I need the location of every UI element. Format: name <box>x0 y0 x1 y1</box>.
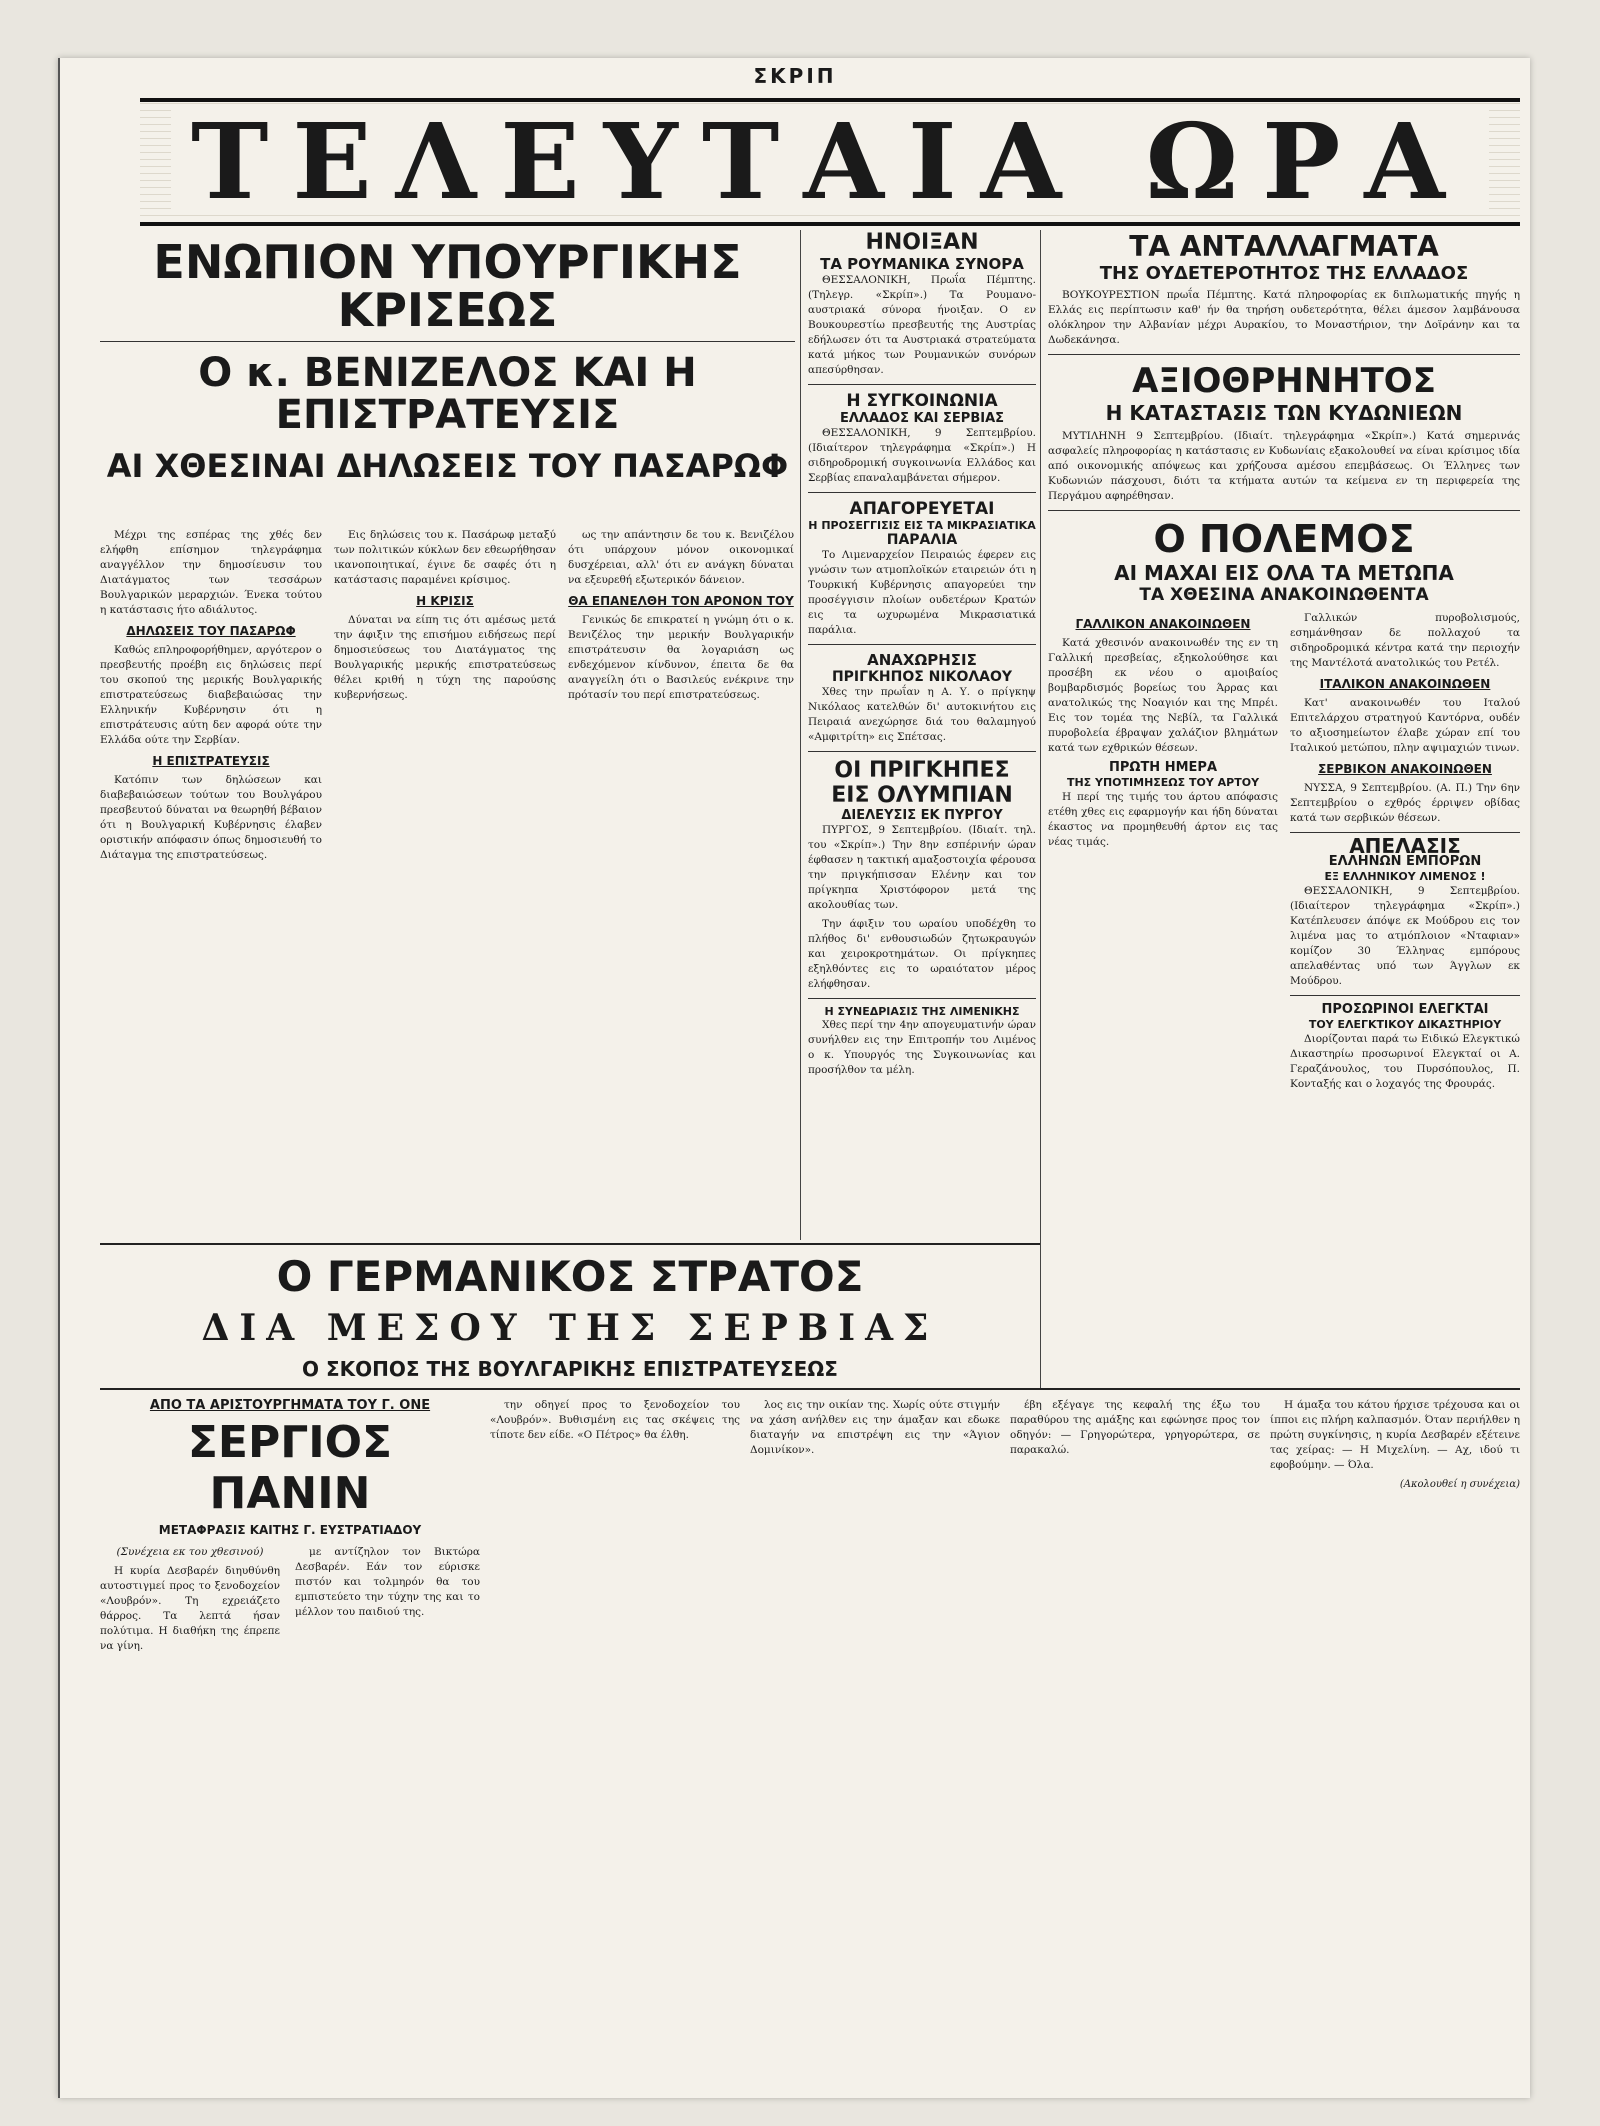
paragraph: ΜΥΤΙΛΗΝΗ 9 Σεπτεμβρίου. (Ιδιαίτ. τηλεγράφημα «Σκρίπ».) Κατά σημερινάς ασφαλείς πληροφορίας η κατάστασις εν Κυδωνίαις εξακολουθεί να είναι κρίσιμος ιδία από οικονομικής απόψεως και χρήζουσα αμέσου επεμβάσεως. Οι Έλληνες των Κυδωνιών πάσχουσι, διότι τα κτήματα αυτών τα κείμενα εν τη περιφερεία της Περγάμου αφηρέθησαν. <box>1048 430 1520 502</box>
paragraph: με αντίζηλον τον Βικτώρα Δεσβαρέν. Εάν τον εύρισκε πιστόν και τολμηρόν θα του εμπιστεύετο την τύχην της και το μέλλον του παιδιού της. <box>295 1546 480 1618</box>
paragraph: Γενικώς δε επικρατεί η γνώμη ότι ο κ. Βενιζέλος την μερικήν Βουλγαρικήν επιστράτευσιν θα λογαριάση ως ενδεχόμενον κίνδυνον, έπειτα δε θα αναγγείλη ότι ο Βασιλεύς ενέκρινε την πρότασίν του περί επιστρατεύσεως. <box>568 614 794 701</box>
compensations-headline: ΤΑ ΑΝΤΑΛΛΑΓΜΑΤΑ <box>1129 230 1439 263</box>
war-headline: Ο ΠΟΛΕΜΟΣ <box>1153 517 1415 561</box>
serial-column-1 <box>100 1398 480 2088</box>
serial-column-5 <box>1270 1398 1520 2088</box>
paragraph: Χθες περί την 4ην απογευματινήν ώραν συνήλθεν εις την Επιτροπήν του Λιμένος ο κ. Υπουργός της Συγκοινωνίας και προσήλθον τα μέλη. <box>808 1019 1036 1076</box>
paragraph: Κατά χθεσινόν ανακοινωθέν της εν τη Γαλλική πρεσβείας, εξηκολούθησε και προσέβη εκ νέου ο αμοιβαίος βομβαρδισμός βορείως του Άρρας και ανατολικώς της Νοαγιόν και της Μπρέι. Εις τον τομέα της Νεβίλ, τα Γαλλικά πυροβολεία έβραψαν χαλάζιον βλημάτων κατά των εχθρικών θέσεων. <box>1048 637 1278 754</box>
paragraph: ΝΥΣΣΑ, 9 Σεπτεμβρίου. (Α. Π.) Την 6ην Σεπτεμβρίου ο εχθρός έρριψεν οβίδας κατά των σερβικών θέσεων. <box>1290 782 1520 824</box>
auditors-headline: ΠΡΟΣΩΡΙΝΟΙ ΕΛΕΓΚΤΑΙ <box>1321 1002 1489 1017</box>
paragraph: Κατόπιν των δηλώσεων και διαβεβαιώσεων τούτων του Βουλγάρου πρεσβευτού δύναται να θεωρηθή βέβαιον ότι η Βουλγαρική Κυβέρνησις έλαβεν οριστικήν απόφασιν όπως δημοσιευθή το Διάταγμα της επιστρατεύσεως. <box>100 774 322 861</box>
lead-header <box>100 230 795 530</box>
paragraph: ΒΟΥΚΟΥΡΕΣΤΙΟΝ πρωΐα Πέμπτης. Κατά πληροφορίας εκ διπλωματικής πηγής η Ελλάς εις περίπτωσιν καθ' ήν θα τηρήση ουδετερότητα, θέλει άμεσον λαμβάνουσα ολόκληρον την Αλβανίαν μέχρι Αυρακίου, το Μοναστήριον, την Δοϊράνην και τα Δωδεκάνησα. <box>1048 289 1520 346</box>
middle-column <box>808 230 1036 1380</box>
serial-column-3 <box>750 1398 1000 2088</box>
expulsion-headline: ΑΠΕΛΑΣΙΣ <box>1349 834 1461 858</box>
serial-continued: (Συνέχεια εκ του χθεσινού) <box>116 1546 264 1558</box>
paragraph: ως την απάντησιν δε του κ. Βενιζέλου ότι υπάρχουν μόνον οικονομικαί δυσχέρειαι, αλλ' ότι εν ανάγκη δύναται να εξευρεθή εξωτερικόν δάνειον. <box>568 529 794 586</box>
first-day-headline: ΠΡΩΤΗ ΗΜΕΡΑ <box>1108 760 1218 775</box>
paragraph: Δύναται να είπη τις ότι αμέσως μετά την άφιξιν της επισήμου ειδήσεως περί δημοσιεύσεως του Διατάγματος της Βουλγαρικής μερικής επιστρατεύσεως θέλει κριθή η τύχη της παρούσης κυβερνήσεως. <box>334 614 556 701</box>
serial-kicker: ΑΠΟ ΤΑ ΑΡΙΣΤΟΥΡΓΗΜΑΤΑ ΤΟΥ Γ. ΟΝΕ <box>149 1398 431 1413</box>
banner-title: ΤΕΛΕΥΤΑΙΑ ΩΡΑ <box>171 110 1489 214</box>
paragraph: ΘΕΣΣΑΛΟΝΙΚΗ, Πρωΐα Πέμπτης. (Τηλεγρ. «Σκρίπ».) Τα Ρουμανο-αυστριακά σύνορα ήνοιξαν. Ο εν Βουκουρεστίω πρεσβευτής της Αυστρίας εδήλωσεν ότι τα Αυστριακά στρατεύματα κατά μήκος των Ρουμανικών συνόρων απεσύρθησαν. <box>808 274 1036 376</box>
section-heading: ΘΑ ΕΠΑΝΕΛΘΗ ΤΟΝ ΑΡΟΝΟΝ ΤΟΥ <box>568 594 794 608</box>
paragraph: Κατ' ανακοινωθέν του Ιταλού Επιτελάρχου στρατηγού Καντόρνα, ουδέν το αξιοσημείωτον έλαβε χώραν επί του Ιταλικού μετώπου, πλην αψιμαχιών τινων. <box>1290 697 1520 754</box>
section-heading: ΔΗΛΩΣΕΙΣ ΤΟΥ ΠΑΣΑΡΩΦ <box>126 624 296 638</box>
paragraph: την οδηγεί προς το ξενοδοχείον του «Λουβρόν». Βυθισμένη εις τας σκέψεις της τίποτε δεν είδε. «Ο Πέτρος» θα έλθη. <box>490 1399 740 1441</box>
section-heading: Η ΕΠΙΣΤΡΑΤΕΥΣΙΣ <box>152 754 270 768</box>
auditors-subhead: ΤΟΥ ΕΛΕΓΚΤΙΚΟΥ ΔΙΚΑΣΤΗΡΙΟΥ <box>1308 1018 1502 1031</box>
serial-to-be-continued: (Ακολουθεί η συνέχεια) <box>1399 1479 1520 1490</box>
war-subhead-2: ΤΑ ΧΘΕΣΙΝΑ ΑΝΑΚΟΙΝΩΘΕΝΤΑ <box>1139 585 1429 605</box>
departure-subhead: ΠΡΙΓΚΗΠΟΣ ΝΙΚΟΛΑΟΥ <box>831 669 1013 685</box>
german-headline: Ο ΓΕΡΜΑΝΙΚΟΣ ΣΤΡΑΤΟΣ <box>276 1252 864 1301</box>
communication-headline: Η ΣΥΓΚΟΙΝΩΝΙΑ <box>846 391 998 411</box>
section-rule <box>100 1388 1520 1390</box>
paragraph: Εις δηλώσεις του κ. Πασάρωφ μεταξύ των πολιτικών κύκλων δεν εθεωρήθησαν ικανοποιητικαί, έγινε δε σαφές ότι η κατάστασις παραμένει κρίσιμος. <box>334 529 556 586</box>
kydonies-subhead: Η ΚΑΤΑΣΤΑΣΙΣ ΤΩΝ ΚΥΔΩΝΙΕΩΝ <box>1105 401 1463 425</box>
harbor-headline: Η ΣΥΝΕΔΡΙΑΣΙΣ ΤΗΣ ΛΙΜΕΝΙΚΗΣ <box>824 1005 1020 1018</box>
french-heading: ΓΑΛΛΙΚΟΝ ΑΝΑΚΟΙΝΩΘΕΝ <box>1075 617 1251 631</box>
kydonies-headline: ΑΞΙΟΘΡΗΝΗΤΟΣ <box>1132 361 1436 401</box>
section-heading: Η ΚΡΙΣΙΣ <box>416 594 474 608</box>
masthead: ΣΚΡΙΠ <box>753 64 837 88</box>
paragraph: Η άμαξα του κάτου ήρχισε τρέχουσα και οι ίπποι εις πλήρη καλπασμόν. Όταν περιήλθεν η πρώτη συγκίνησις, η κυρία Δεσβαρέν εξέτεινε τας χείρας: — Η Μιχελίνη. — Αχ, ιδού τι εφοβούμην. — Όλα. <box>1270 1399 1520 1471</box>
compensations-subhead: ΤΗΣ ΟΥΔΕΤΕΡΟΤΗΤΟΣ ΤΗΣ ΕΛΛΑΔΟΣ <box>1099 263 1469 284</box>
lead-column-3 <box>568 528 794 1228</box>
princes-headline: ΟΙ ΠΡΙΓΚΗΠΕΣ <box>834 758 1010 783</box>
lead-subhead-2: ΑΙ ΧΘΕΣΙΝΑΙ ΔΗΛΩΣΕΙΣ ΤΟΥ ΠΑΣΑΡΩΦ <box>106 446 789 485</box>
paragraph: Γαλλικών πυροβολισμούς, εσημάνθησαν δε πολλαχού τα σιδηροδρομικά κέντρα κατά την περιοχήν της Μαντέλοτά ανατολικώς του Ρετέλ. <box>1290 612 1520 669</box>
paragraph: Διορίζονται παρά τω Ειδικώ Ελεγκτικώ Δικαστηρίω προσωρινοί Ελεγκταί οι Α. Γεραζάνουλος, του Πυρσόπουλος, Π. Κονταξής και ο λοχαγός της Φρουράς. <box>1290 1033 1520 1090</box>
forbidden-subhead: Η ΠΡΟΣΕΓΓΙΣΙΣ ΕΙΣ ΤΑ ΜΙΚΡΑΣΙΑΤΙΚΑ <box>808 519 1036 532</box>
expulsion-subhead: ΕΛΛΗΝΩΝ ΕΜΠΟΡΩΝ <box>1328 854 1482 869</box>
lead-headline: ΕΝΩΠΙΟΝ ΥΠΟΥΡΓΙΚΗΣ ΚΡΙΣΕΩΣ <box>153 235 742 338</box>
paragraph: Μέχρι της εσπέρας της χθές δεν ελήφθη επίσημον τηλεγράφημα αναγγέλλον την δημοσίευσιν του Διατάγματος των τεσσάρων Βουλγαρικών μεραρχιών. Ένεκα τούτου η κατάστασις ήτο αδιάλυτος. <box>100 529 322 616</box>
paragraph: Καθώς επληροφορήθημεν, αργότερον ο πρεσβευτής προέβη εις δηλώσεις περί του σκοπού της μερικής Βουλγαρικής επιστρατεύσεως διαβεβαιώσας την Ελληνικήν Κυβέρνησιν ότι η επιστράτευσις αύτη δεν αφορά ούτε την Ελλάδα ούτε την Σερβίαν. <box>100 644 322 746</box>
forbidden-headline: ΑΠΑΓΟΡΕΥΕΤΑΙ <box>849 499 995 519</box>
princes-subhead-2: ΔΙΕΛΕΥΣΙΣ ΕΚ ΠΥΡΓΟΥ <box>841 808 1003 823</box>
first-day-subhead: ΤΗΣ ΥΠΟΤΙΜΗΣΕΩΣ ΤΟΥ ΑΡΤΟΥ <box>1066 776 1260 789</box>
paragraph: έβη εξέγαγε της κεφαλή της έξω του παραθύρου της αμάξης και εφώνησε προς τον οδηγόν: — Γρηγορώτερα, γρηγορώτερα, σε παρακαλώ. <box>1010 1399 1260 1456</box>
serial-column-2 <box>490 1398 740 2088</box>
paragraph: Χθες την πρωΐαν η Α. Υ. ο πρίγκηψ Νικόλαος κατελθών δι' αυτοκινήτου εις Πειραιά ανεχώρησε διά του θαλαμηγού «Αμφιτρίτη» εις Σπέτσας. <box>808 686 1036 743</box>
serbian-heading: ΣΕΡΒΙΚΟΝ ΑΝΑΚΟΙΝΩΘΕΝ <box>1318 762 1492 776</box>
serial-column-4 <box>1010 1398 1260 2088</box>
italian-heading: ΙΤΑΛΙΚΟΝ ΑΝΑΚΟΙΝΩΘΕΝ <box>1319 677 1491 691</box>
paragraph: ΘΕΣΣΑΛΟΝΙΚΗ, 9 Σεπτεμβρίου. (Ιδιαίτερον τηλεγράφημα «Σκρίπ».) Η σιδηροδρομική συγκοινωνία Ελλάδος και Σερβίας επαναλαμβάνεται σήμερον. <box>808 427 1036 484</box>
paragraph: Την άφιξιν του ωραίου υποδέχθη το πλήθος δι' ενθουσιωδών ζητωκραυγών και χειροκροτημάτων. Οι πρίγκηπες εξηλθόντες εις το ωραιότατον μέρος ελήφθησαν. <box>808 918 1036 990</box>
paragraph: Το Λιμεναρχείον Πειραιώς έφερεν εις γνώσιν των ατμοπλοϊκών εταιρειών ότι η Τουρκική Κυβέρνησις απαγορεύει την προσέγγισιν πλοίων ουδετέρων Κρατών εις τα ωχυρωμένα Μικρασιατικά παράλια. <box>808 549 1036 636</box>
paragraph: Η περί της τιμής του άρτου απόφασις ετέθη χθες εις εφαρμογήν και ήδη δύναται έκαστος να προμηθευθή άρτον εις τας νέας τιμάς. <box>1048 791 1278 848</box>
war-subhead: ΑΙ ΜΑΧΑΙ ΕΙΣ ΟΛΑ ΤΑ ΜΕΤΩΠΑ <box>1114 561 1454 585</box>
paragraph: Η κυρία Δεσβαρέν διηυθύνθη αυτοστιγμεί προς το ξενοδοχείον «Λουβρόν». Τη εχρειάζετο θάρρος. Τα λεπτά ήσαν πολύτιμα. Η διαθήκη της έπρεπε να γίνη. <box>100 1565 280 1652</box>
newspaper-page <box>58 58 1530 2098</box>
lead-column-1 <box>100 528 322 1228</box>
communication-subhead: ΕΛΛΑΔΟΣ ΚΑΙ ΣΕΡΒΙΑΣ <box>839 411 1005 426</box>
paragraph: ΘΕΣΣΑΛΟΝΙΚΗ, 9 Σεπτεμβρίου. (Ιδιαίτερον τηλεγράφημα «Σκρίπ».) Κατέπλευσεν άπόψε εκ Μούδρου εις τον λιμένα μας το ατμόπλοιον «Νταφιαν» κομίζον 30 Έλληνας εμπόρους απελαθέντας υπό των Άγγλων εκ Μούδρου. <box>1290 885 1520 987</box>
serial-title: ΣΕΡΓΙΟΣ ΠΑΝΙΝ <box>187 1417 393 1519</box>
expulsion-subhead-2: ΕΞ ΕΛΛΗΝΙΚΟΥ ΛΙΜΕΝΟΣ ! <box>1324 870 1486 883</box>
romanian-subhead: ΤΑ ΡΟΥΜΑΝΙΚΑ ΣΥΝΟΡΑ <box>820 255 1024 273</box>
departure-headline: ΑΝΑΧΩΡΗΣΙΣ <box>867 651 977 669</box>
banner <box>140 98 1520 226</box>
column-rule <box>1040 230 1041 1390</box>
forbidden-subhead-2: ΠΑΡΑΛΙΑ <box>886 532 958 548</box>
serial-translator: ΜΕΤΑΦΡΑΣΙΣ ΚΑΙΤΗΣ Γ. ΕΥΣΤΡΑΤΙΑΔΟΥ <box>158 1523 422 1537</box>
german-subhead-2: Ο ΣΚΟΠΟΣ ΤΗΣ ΒΟΥΛΓΑΡΙΚΗΣ ΕΠΙΣΤΡΑΤΕΥΣΕΩΣ <box>302 1357 838 1381</box>
lead-subhead: Ο κ. ΒΕΝΙΖΕΛΟΣ ΚΑΙ Η ΕΠΙΣΤΡΑΤΕΥΣΙΣ <box>198 349 697 438</box>
paragraph: λος εις την οικίαν της. Χωρίς ούτε στιγμήν να χάση ανήλθεν εις την άμαξαν και εδωκε διαταγήν να επιστρέψη εις την «Άγιον Δομινίκον». <box>750 1399 1000 1456</box>
right-column <box>1048 230 1520 1380</box>
romanian-headline: ΗΝΟΙΞΑΝ <box>865 230 979 255</box>
lead-column-2 <box>334 528 556 1228</box>
princes-subhead: ΕΙΣ ΟΛΥΜΠΙΑΝ <box>831 783 1013 808</box>
column-rule <box>800 230 801 1240</box>
paragraph: ΠΥΡΓΟΣ, 9 Σεπτεμβρίου. (Ιδιαίτ. τηλ. του «Σκρίπ».) Την 8ην εσπέρινήν ώραν έφθασεν η τακτική αμαξοστοιχία φέρουσα την πριγκήπισσαν Ελένην και τον πρίγκηπα Χριστόφορον μετά της ακολουθίας των. <box>808 824 1036 911</box>
german-subhead: ΔΙΑ ΜΕΣΟΥ ΤΗΣ ΣΕΡΒΙΑΣ <box>201 1307 939 1349</box>
